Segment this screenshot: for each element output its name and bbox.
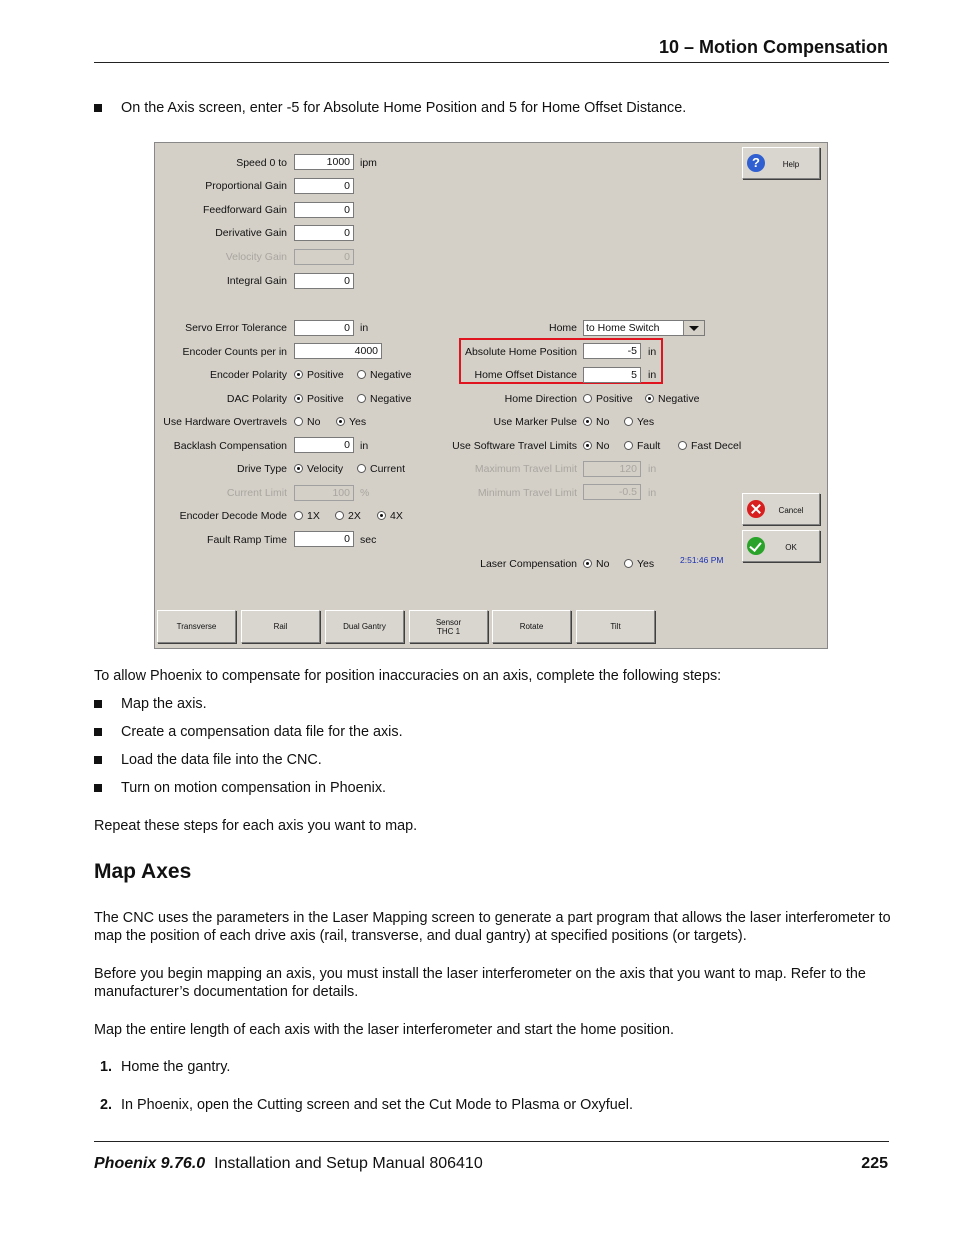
dac-polarity-positive[interactable]: Positive: [294, 393, 344, 405]
derivative-gain-label: Derivative Gain: [215, 227, 287, 239]
hw-overtravels-yes[interactable]: Yes: [336, 416, 366, 428]
radio-icon: [294, 511, 303, 520]
home-offset-label: Home Offset Distance: [474, 369, 577, 381]
bullet-square: [94, 728, 102, 736]
home-offset-input[interactable]: 5: [583, 367, 641, 383]
repeat-text: Repeat these steps for each axis you want to map.: [94, 818, 418, 834]
radio-icon: [624, 559, 633, 568]
paragraph: Before you begin mapping an axis, you must install the laser interferometer on the axis that you want to map. Refer to the manufacturer’s documentation for details.: [94, 966, 866, 1000]
marker-pulse-no[interactable]: No: [583, 416, 609, 428]
dac-polarity-negative[interactable]: Negative: [357, 393, 411, 405]
drive-type-current[interactable]: Current: [357, 463, 405, 475]
fault-ramp-unit: sec: [360, 534, 377, 546]
clock-time: 2:51:46 PM: [680, 555, 724, 565]
velocity-gain-input: 0: [294, 249, 354, 265]
servo-error-unit: in: [360, 322, 369, 334]
sw-travel-fast-decel[interactable]: Fast Decel: [678, 440, 741, 452]
tab-rail[interactable]: Rail: [241, 610, 320, 643]
backlash-unit: in: [360, 440, 369, 452]
min-travel-label: Minimum Travel Limit: [477, 487, 577, 499]
integral-gain-input[interactable]: 0: [294, 273, 354, 289]
radio-icon: [335, 511, 344, 520]
drive-type-velocity[interactable]: Velocity: [294, 463, 343, 475]
abs-home-unit: in: [648, 346, 657, 358]
radio-icon: [678, 441, 687, 450]
radio-icon: [294, 417, 303, 426]
backlash-input[interactable]: 0: [294, 437, 354, 453]
sw-travel-no[interactable]: No: [583, 440, 609, 452]
encoder-counts-input[interactable]: 4000: [294, 343, 382, 359]
hw-overtravels-no[interactable]: No: [294, 416, 320, 428]
abs-home-input[interactable]: -5: [583, 343, 641, 359]
page-number: 225: [861, 1155, 888, 1172]
sw-travel-label: Use Software Travel Limits: [452, 440, 577, 452]
velocity-gain-label: Velocity Gain: [225, 251, 287, 263]
encoder-polarity-positive[interactable]: Positive: [294, 369, 344, 381]
radio-selected-icon: [583, 417, 592, 426]
radio-selected-icon: [645, 394, 654, 403]
dac-polarity-label: DAC Polarity: [226, 393, 287, 405]
marker-pulse-label: Use Marker Pulse: [493, 416, 577, 428]
bullet-square: [94, 756, 102, 764]
chevron-down-icon[interactable]: [683, 321, 704, 335]
radio-selected-icon: [583, 559, 592, 568]
max-travel-unit: in: [648, 463, 657, 475]
home-direction-label: Home Direction: [504, 393, 577, 405]
min-travel-input: -0.5: [583, 484, 641, 500]
proportional-gain-label: Proportional Gain: [205, 180, 287, 192]
current-limit-label: Current Limit: [226, 487, 287, 499]
cancel-button[interactable]: Cancel: [742, 493, 820, 525]
home-direction-negative[interactable]: Negative: [645, 393, 699, 405]
home-offset-unit: in: [648, 369, 657, 381]
encoder-polarity-label: Encoder Polarity: [209, 369, 287, 381]
speed-label: Speed 0 to: [236, 157, 287, 169]
radio-selected-icon: [336, 417, 345, 426]
bullet-square: [94, 784, 102, 792]
encoder-decode-4x[interactable]: 4X: [377, 510, 403, 522]
tab-rotate[interactable]: Rotate: [492, 610, 571, 643]
home-label: Home: [548, 322, 577, 334]
encoder-decode-1x[interactable]: 1X: [294, 510, 320, 522]
radio-selected-icon: [377, 511, 386, 520]
abs-home-label: Absolute Home Position: [464, 346, 577, 358]
drive-type-label: Drive Type: [237, 463, 287, 475]
axis-screen: [154, 142, 828, 649]
fault-ramp-label: Fault Ramp Time: [207, 534, 287, 546]
laser-comp-label: Laser Compensation: [480, 558, 577, 570]
help-button[interactable]: ? Help: [742, 147, 820, 179]
speed-input[interactable]: 1000: [294, 154, 354, 170]
servo-error-input[interactable]: 0: [294, 320, 354, 336]
radio-selected-icon: [294, 394, 303, 403]
radio-selected-icon: [583, 441, 592, 450]
encoder-decode-label: Encoder Decode Mode: [179, 510, 287, 522]
laser-comp-no[interactable]: No: [583, 558, 609, 570]
radio-icon: [357, 370, 366, 379]
fault-ramp-input[interactable]: 0: [294, 531, 354, 547]
marker-pulse-yes[interactable]: Yes: [624, 416, 654, 428]
feedforward-gain-label: Feedforward Gain: [202, 204, 287, 216]
radio-selected-icon: [294, 464, 303, 473]
footer-manual: [94, 1155, 483, 1173]
derivative-gain-input[interactable]: 0: [294, 225, 354, 241]
radio-icon: [624, 417, 633, 426]
feedforward-gain-input[interactable]: 0: [294, 202, 354, 218]
tab-tilt[interactable]: Tilt: [576, 610, 655, 643]
sw-travel-fault[interactable]: Fault: [624, 440, 660, 452]
paragraph: The CNC uses the parameters in the Laser Mapping screen to generate a part program that allows the laser interferometer to map the position of each drive axis (rail, transverse, and dual gantry) at specified positions (or targets).: [94, 910, 891, 944]
steps-intro: To allow Phoenix to compensate for position inaccuracies on an axis, complete the following steps:: [94, 668, 722, 684]
home-select[interactable]: to Home Switch: [583, 320, 705, 336]
bullet-square: [94, 700, 102, 708]
manual-name: Installation and Setup Manual 806410: [214, 1155, 483, 1172]
ok-button[interactable]: OK: [742, 530, 820, 562]
laser-comp-yes[interactable]: Yes: [624, 558, 654, 570]
radio-selected-icon: [294, 370, 303, 379]
help-icon: ?: [747, 154, 765, 172]
proportional-gain-input[interactable]: 0: [294, 178, 354, 194]
chapter-title: 10 – Motion Compensation: [658, 37, 888, 57]
encoder-decode-2x[interactable]: 2X: [335, 510, 361, 522]
header-rule: [94, 62, 889, 63]
radio-icon: [357, 394, 366, 403]
current-limit-input: 100: [294, 485, 354, 501]
paragraph: Map the entire length of each axis with the laser interferometer and start the home position.: [94, 1022, 674, 1038]
radio-icon: [583, 394, 592, 403]
backlash-label: Backlash Compensation: [173, 440, 287, 452]
speed-unit: ipm: [360, 157, 377, 169]
section-title: Map Axes: [94, 860, 192, 883]
product-name: Phoenix 9.76.0: [94, 1155, 206, 1172]
footer-rule: [94, 1141, 889, 1142]
tab-dual-gantry[interactable]: Dual Gantry: [325, 610, 404, 643]
hw-overtravels-label: Use Hardware Overtravels: [163, 416, 287, 428]
radio-icon: [624, 441, 633, 450]
integral-gain-label: Integral Gain: [226, 275, 287, 287]
current-limit-unit: %: [360, 487, 370, 499]
max-travel-label: Maximum Travel Limit: [474, 463, 577, 475]
servo-error-label: Servo Error Tolerance: [185, 322, 287, 334]
tab-transverse[interactable]: Transverse: [157, 610, 236, 643]
bullet-square: [94, 104, 102, 112]
min-travel-unit: in: [648, 487, 657, 499]
radio-icon: [357, 464, 366, 473]
tab-sensor-thc-1[interactable]: Sensor THC 1: [409, 610, 488, 643]
max-travel-input: 120: [583, 461, 641, 477]
home-direction-positive[interactable]: Positive: [583, 393, 633, 405]
encoder-polarity-negative[interactable]: Negative: [357, 369, 411, 381]
encoder-counts-label: Encoder Counts per in: [182, 346, 287, 358]
